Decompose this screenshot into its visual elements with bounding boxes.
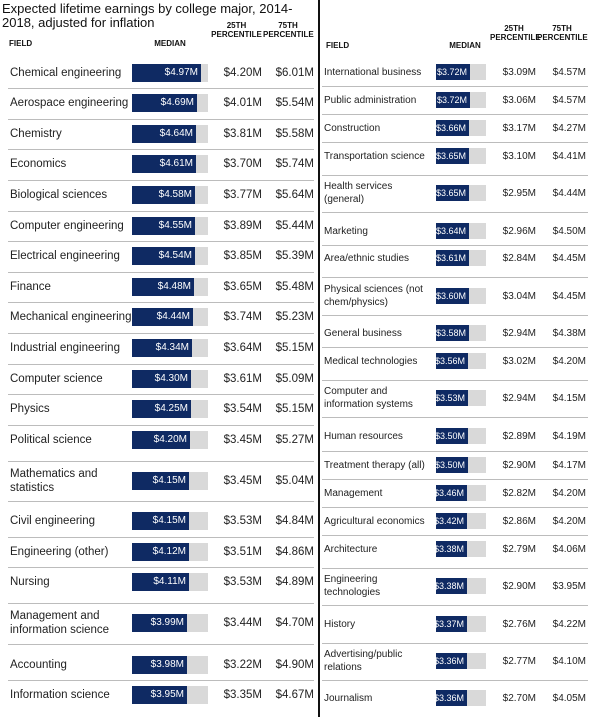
p25-value: $3.10M (502, 151, 536, 162)
median-bar-track (433, 513, 486, 529)
median-bar-track (132, 573, 208, 591)
median-bar-track (132, 247, 208, 265)
median-bar-track (436, 353, 486, 369)
row-separator (8, 119, 314, 120)
field-label: Nursing (10, 576, 50, 588)
median-bar-track (132, 400, 208, 418)
p75-value: $4.89M (275, 576, 314, 588)
p25-value: $2.84M (502, 253, 536, 264)
field-label: Economics (10, 158, 67, 170)
p75-value: $3.95M (552, 581, 586, 592)
row-separator (8, 180, 314, 181)
row-separator (8, 501, 314, 502)
p25-value: $3.53M (223, 576, 262, 588)
median-value: $3.65M (435, 151, 466, 161)
p25-value: $3.45M (223, 475, 262, 487)
p75-value: $5.64M (275, 189, 314, 201)
field-label: Management and information science (10, 610, 110, 636)
median-value: $4.69M (160, 97, 194, 108)
median-bar-track (436, 223, 486, 239)
field-label: Engineering (other) (10, 546, 109, 558)
row-separator (322, 643, 588, 644)
row-separator (322, 417, 588, 418)
p75-value: $4.70M (275, 617, 314, 629)
median-value: $3.38M (433, 581, 464, 591)
median-value: $4.58M (158, 189, 192, 200)
p75-value: $4.05M (552, 693, 586, 704)
p75-value: $5.39M (275, 250, 314, 262)
p25-value: $3.64M (223, 342, 262, 354)
row-separator (8, 603, 314, 604)
median-bar-track (132, 308, 208, 326)
p75-value: $5.48M (275, 281, 314, 293)
row-separator (8, 425, 314, 426)
header-median-right: MEDIAN (449, 41, 481, 50)
field-label: Human resources (324, 431, 403, 442)
field-label: Chemical engineering (10, 67, 122, 79)
field-label: Architecture (324, 544, 378, 555)
median-bar-track (436, 148, 486, 164)
row-separator (8, 88, 314, 89)
field-label: Computer engineering (10, 220, 124, 232)
median-value: $3.53M (434, 393, 465, 403)
p25-value: $3.61M (223, 373, 262, 385)
row-separator (322, 568, 588, 569)
row-separator (322, 605, 588, 606)
p25-value: $2.89M (502, 431, 536, 442)
median-bar-track (132, 155, 208, 173)
median-bar-track (132, 94, 208, 112)
chart-title: Expected lifetime earnings by college major, 2014-2018, adjusted for inflation (2, 1, 293, 30)
p25-value: $3.54M (223, 403, 262, 415)
p75-value: $4.44M (552, 188, 586, 199)
row-separator (8, 537, 314, 538)
p75-value: $4.10M (552, 656, 586, 667)
row-separator (8, 680, 314, 681)
median-bar-track (433, 485, 486, 501)
median-value: $3.66M (435, 123, 466, 133)
row-separator (8, 394, 314, 395)
row-separator (8, 302, 314, 303)
median-bar-track (436, 325, 486, 341)
p25-value: $2.86M (502, 516, 536, 527)
p25-value: $3.35M (223, 689, 262, 701)
median-bar-track (436, 457, 486, 473)
row-separator (322, 114, 588, 115)
p75-value: $4.27M (552, 123, 586, 134)
median-value: $3.37M (433, 619, 464, 629)
p75-value: $4.20M (552, 488, 586, 499)
field-label: Electrical engineering (10, 250, 120, 262)
median-bar-track (132, 686, 208, 704)
row-separator (322, 479, 588, 480)
row-separator (8, 149, 314, 150)
median-value: $3.61M (435, 253, 466, 263)
p75-value: $4.19M (552, 431, 586, 442)
p25-value: $3.09M (502, 67, 536, 78)
row-separator (322, 507, 588, 508)
row-separator (322, 380, 588, 381)
median-bar-track (132, 125, 208, 143)
header-field-right: FIELD (326, 41, 350, 50)
p25-value: $3.85M (223, 250, 262, 262)
field-label: Chemistry (10, 128, 62, 140)
median-value: $4.64M (159, 128, 193, 139)
p25-value: $2.94M (502, 393, 536, 404)
field-label: General business (324, 328, 402, 339)
p25-value: $3.74M (223, 311, 262, 323)
median-value: $3.50M (434, 460, 465, 470)
p25-value: $3.04M (502, 291, 536, 302)
p25-value: $2.82M (502, 488, 536, 499)
p25-value: $2.94M (502, 328, 536, 339)
p25-value: $2.90M (502, 581, 536, 592)
p75-value: $5.09M (275, 373, 314, 385)
median-bar-track (132, 186, 208, 204)
median-value: $3.99M (150, 617, 184, 628)
field-label: Physics (10, 403, 50, 415)
p75-value: $5.23M (275, 311, 314, 323)
median-value: $4.15M (152, 515, 186, 526)
median-value: $4.61M (159, 158, 193, 169)
p25-value: $3.51M (223, 546, 262, 558)
median-value: $3.64M (435, 226, 466, 236)
median-bar-track (132, 656, 208, 674)
field-label: Area/ethnic studies (324, 253, 410, 264)
field-label: International business (324, 67, 422, 78)
median-bar-track (436, 428, 486, 444)
median-value: $4.25M (154, 403, 188, 414)
median-value: $4.11M (153, 576, 186, 587)
field-label: Medical technologies (324, 356, 418, 367)
row-separator (322, 245, 588, 246)
p75-value: $4.17M (552, 460, 586, 471)
field-label: Finance (10, 281, 51, 293)
median-bar-track (132, 339, 208, 357)
row-separator (8, 364, 314, 365)
p25-value: $3.17M (502, 123, 536, 134)
row-separator (322, 347, 588, 348)
p75-value: $5.58M (275, 128, 314, 140)
median-value: $3.36M (433, 656, 464, 666)
field-label: Computer science (10, 373, 103, 385)
field-label: Construction (324, 123, 381, 134)
median-value: $3.42M (433, 516, 464, 526)
p25-value: $3.89M (223, 220, 262, 232)
field-label: Accounting (10, 659, 67, 671)
row-separator (8, 241, 314, 242)
field-label: Agricultural economics (324, 516, 425, 527)
median-value: $3.38M (433, 544, 464, 554)
median-bar-track (132, 370, 208, 388)
field-label: Health services (general) (324, 181, 393, 205)
median-bar-track (132, 614, 208, 632)
median-bar-track (436, 185, 486, 201)
p75-value: $5.54M (275, 97, 314, 109)
p75-value: $5.04M (275, 475, 314, 487)
field-label: History (324, 619, 356, 630)
p25-value: $2.77M (502, 656, 536, 667)
p25-value: $2.79M (502, 544, 536, 555)
row-separator (8, 461, 314, 462)
row-separator (322, 277, 588, 278)
median-value: $4.97M (164, 67, 198, 78)
p75-value: $4.15M (552, 393, 586, 404)
median-value: $3.46M (433, 488, 464, 498)
median-value: $3.60M (435, 291, 466, 301)
p25-value: $3.45M (223, 434, 262, 446)
field-label: Engineering technologies (324, 574, 381, 598)
row-separator (322, 680, 588, 681)
p75-value: $4.22M (552, 619, 586, 630)
median-bar-track (436, 288, 486, 304)
p25-value: $3.77M (223, 189, 262, 201)
median-bar-track (132, 512, 208, 530)
header-field-left: FIELD (9, 39, 33, 48)
header-p75-right: 75TH PERCENTILE (537, 24, 588, 42)
row-separator (8, 333, 314, 334)
field-label: Marketing (324, 226, 368, 237)
p25-value: $4.20M (223, 67, 262, 79)
p75-value: $4.20M (552, 516, 586, 527)
median-bar-track (436, 390, 486, 406)
field-label: Journalism (324, 693, 373, 704)
p25-value: $2.95M (502, 188, 536, 199)
p25-value: $3.44M (223, 617, 262, 629)
p25-value: $2.90M (502, 460, 536, 471)
p75-value: $5.27M (275, 434, 314, 446)
p75-value: $4.38M (552, 328, 586, 339)
p75-value: $4.86M (275, 546, 314, 558)
field-label: Mechanical engineering (10, 311, 132, 323)
row-separator (8, 211, 314, 212)
field-label: Industrial engineering (10, 342, 120, 354)
header-median-left: MEDIAN (154, 39, 186, 48)
row-separator (322, 86, 588, 87)
median-value: $4.55M (158, 220, 192, 231)
p25-value: $4.01M (223, 97, 262, 109)
p75-value: $4.06M (552, 544, 586, 555)
median-value: $4.48M (157, 281, 191, 292)
p25-value: $3.02M (502, 356, 536, 367)
p25-value: $3.22M (223, 659, 262, 671)
header-p25-left: 25TH PERCENTILE (211, 21, 262, 39)
median-bar-track (433, 578, 486, 594)
field-label: Information science (10, 689, 110, 701)
field-label: Biological sciences (10, 189, 108, 201)
p75-value: $4.84M (275, 515, 314, 527)
p75-value: $6.01M (275, 67, 314, 79)
column-divider (318, 0, 320, 717)
median-value: $4.54M (158, 250, 192, 261)
row-separator (322, 535, 588, 536)
median-bar-track (132, 543, 208, 561)
p75-value: $4.57M (552, 67, 586, 78)
median-value: $3.72M (436, 95, 467, 105)
median-value: $3.50M (434, 431, 465, 441)
header-p25-right: 25TH PERCENTILE (490, 24, 541, 42)
median-bar-track (436, 120, 486, 136)
row-separator (8, 644, 314, 645)
median-value: $3.98M (150, 659, 184, 670)
median-bar-track (436, 64, 486, 80)
row-separator (8, 272, 314, 273)
p75-value: $4.90M (275, 659, 314, 671)
field-label: Management (324, 488, 383, 499)
median-bar-track (132, 431, 208, 449)
median-bar-track (132, 472, 208, 490)
median-bar-track (433, 653, 486, 669)
median-value: $3.65M (435, 188, 466, 198)
p75-value: $5.15M (275, 403, 314, 415)
field-label: Civil engineering (10, 515, 96, 527)
p25-value: $3.53M (223, 515, 262, 527)
row-separator (322, 315, 588, 316)
p75-value: $4.67M (275, 689, 314, 701)
median-value: $4.30M (154, 373, 188, 384)
row-separator (8, 567, 314, 568)
median-bar-track (132, 278, 208, 296)
p25-value: $3.06M (502, 95, 536, 106)
median-bar-track (132, 217, 208, 235)
median-bar-track (433, 690, 486, 706)
p25-value: $2.96M (502, 226, 536, 237)
p25-value: $3.70M (223, 158, 262, 170)
p75-value: $4.57M (552, 95, 586, 106)
field-label: Physical sciences (not chem/physics) (324, 284, 423, 308)
field-label: Public administration (324, 95, 417, 106)
header-p75-left: 75TH PERCENTILE (263, 21, 314, 39)
median-value: $4.44M (156, 311, 190, 322)
median-value: $4.12M (152, 546, 186, 557)
field-label: Transportation science (324, 151, 425, 162)
p75-value: $5.15M (275, 342, 314, 354)
median-bar-track (433, 541, 486, 557)
row-separator (322, 451, 588, 452)
median-value: $4.34M (155, 342, 189, 353)
p75-value: $5.44M (275, 220, 314, 232)
p75-value: $5.74M (275, 158, 314, 170)
field-label: Political science (10, 434, 92, 446)
median-value: $3.72M (436, 67, 467, 77)
p25-value: $2.70M (502, 693, 536, 704)
median-value: $4.15M (152, 475, 186, 486)
field-label: Treatment therapy (all) (324, 460, 425, 471)
row-separator (322, 142, 588, 143)
median-value: $3.58M (435, 328, 466, 338)
median-value: $3.95M (150, 689, 184, 700)
p75-value: $4.50M (552, 226, 586, 237)
median-bar-track (436, 92, 486, 108)
p25-value: $3.81M (223, 128, 262, 140)
median-bar-track (436, 250, 486, 266)
median-value: $3.36M (433, 693, 464, 703)
p75-value: $4.45M (552, 291, 586, 302)
row-separator (322, 212, 588, 213)
p75-value: $4.45M (552, 253, 586, 264)
field-label: Advertising/public relations (324, 649, 403, 673)
median-value: $3.56M (434, 356, 465, 366)
row-separator (322, 175, 588, 176)
median-bar-track (132, 64, 208, 82)
field-label: Computer and information systems (324, 386, 413, 410)
median-bar-track (433, 616, 486, 632)
median-value: $4.20M (153, 434, 187, 445)
p75-value: $4.20M (552, 356, 586, 367)
field-label: Mathematics and statistics (10, 468, 98, 494)
p25-value: $2.76M (502, 619, 536, 630)
p75-value: $4.41M (552, 151, 586, 162)
p25-value: $3.65M (223, 281, 262, 293)
field-label: Aerospace engineering (10, 97, 129, 109)
